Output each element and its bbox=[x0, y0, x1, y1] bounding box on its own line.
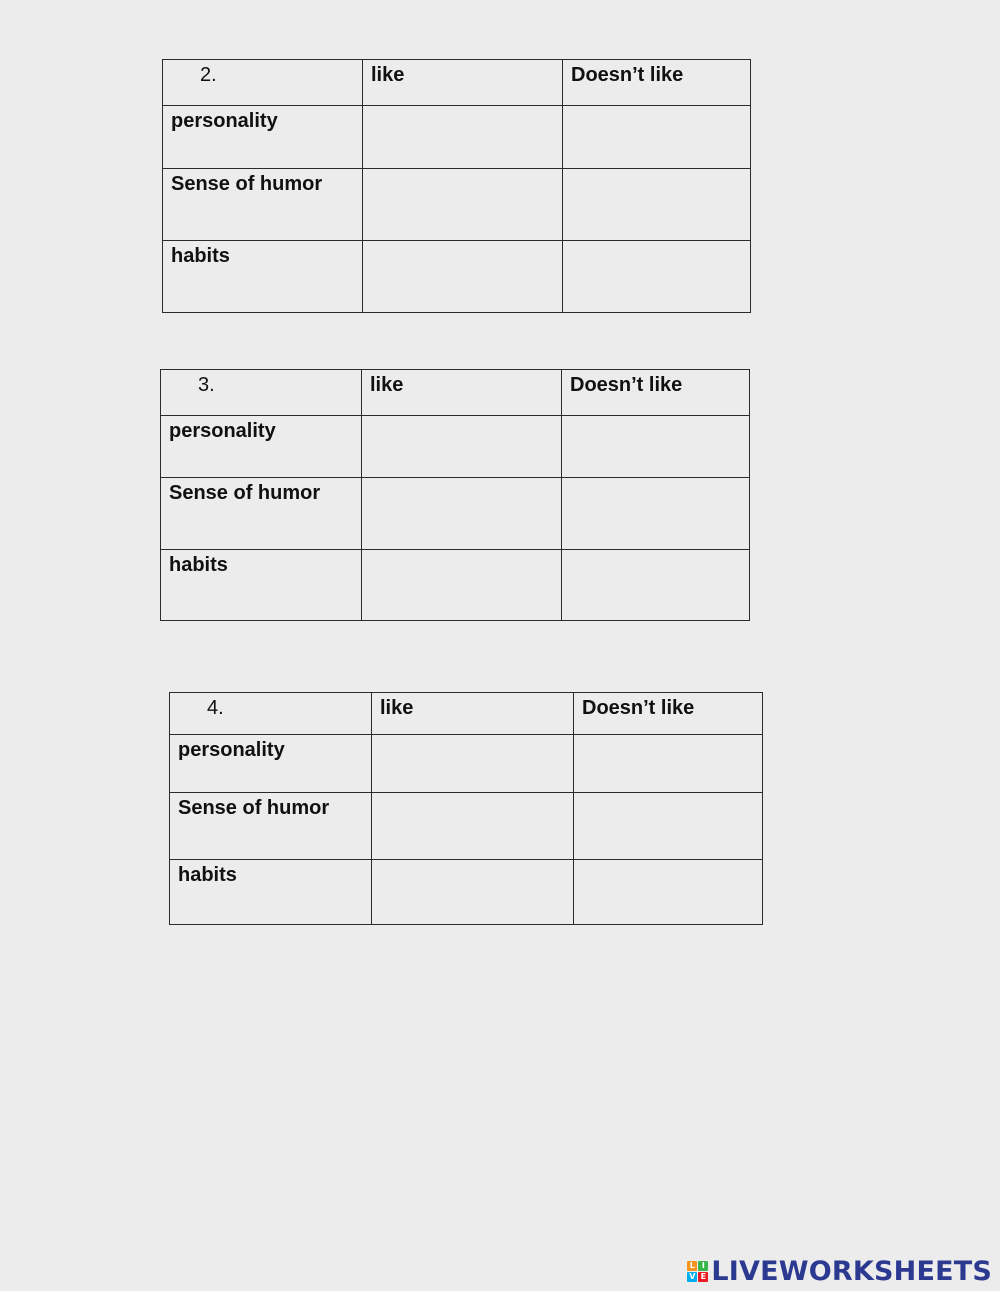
row-label-habits: habits bbox=[169, 554, 228, 576]
doesnt-like-answer-cell[interactable] bbox=[574, 735, 763, 793]
row-label-cell bbox=[161, 550, 362, 621]
row-label-personality: personality bbox=[171, 110, 278, 132]
doesnt-like-header-cell bbox=[562, 370, 750, 416]
logo-mark-letter: V bbox=[689, 1272, 696, 1281]
like-header-cell bbox=[372, 693, 574, 735]
table-row bbox=[163, 106, 751, 169]
table-number-cell bbox=[161, 370, 362, 416]
table-number: 2. bbox=[200, 64, 217, 86]
like-answer-cell[interactable] bbox=[372, 793, 574, 860]
row-label-sense-of-humor: Sense of humor bbox=[178, 797, 330, 819]
worksheet-table-2 bbox=[162, 59, 751, 313]
table-number: 3. bbox=[198, 374, 215, 396]
table-row bbox=[163, 169, 751, 241]
table-number-cell bbox=[163, 60, 363, 106]
doesnt-like-header: Doesn’t like bbox=[570, 374, 683, 396]
doesnt-like-answer-cell[interactable] bbox=[562, 416, 750, 478]
table-header-row bbox=[163, 60, 751, 106]
like-answer-cell[interactable] bbox=[372, 735, 574, 793]
row-label-cell bbox=[161, 478, 362, 550]
worksheet-table-3 bbox=[160, 369, 750, 621]
like-header: like bbox=[370, 374, 404, 396]
liveworksheets-logo[interactable] bbox=[687, 1258, 992, 1285]
like-header: like bbox=[371, 64, 405, 86]
row-label-habits: habits bbox=[178, 864, 237, 886]
logo-mark-icon bbox=[687, 1261, 708, 1282]
table-row bbox=[161, 416, 750, 478]
like-header: like bbox=[380, 697, 414, 719]
row-label-sense-of-humor: Sense of humor bbox=[169, 482, 321, 504]
doesnt-like-header-cell bbox=[574, 693, 763, 735]
doesnt-like-header-cell bbox=[563, 60, 751, 106]
logo-text: LIVEWORKSHEETS bbox=[711, 1256, 992, 1287]
logo-mark-letter: L bbox=[687, 1261, 697, 1271]
row-label-cell bbox=[163, 106, 363, 169]
table-row bbox=[170, 735, 763, 793]
row-label-cell bbox=[170, 793, 372, 860]
row-label-cell bbox=[161, 416, 362, 478]
worksheet-table-4 bbox=[169, 692, 763, 925]
like-answer-cell[interactable] bbox=[363, 169, 563, 241]
doesnt-like-answer-cell[interactable] bbox=[563, 106, 751, 169]
like-answer-cell[interactable] bbox=[363, 106, 563, 169]
like-header-cell bbox=[362, 370, 562, 416]
row-label-cell bbox=[170, 860, 372, 925]
row-label-cell bbox=[163, 169, 363, 241]
table-row bbox=[170, 793, 763, 860]
table-header-row bbox=[161, 370, 750, 416]
doesnt-like-answer-cell[interactable] bbox=[563, 241, 751, 313]
doesnt-like-answer-cell[interactable] bbox=[562, 478, 750, 550]
doesnt-like-header: Doesn’t like bbox=[571, 64, 684, 86]
doesnt-like-answer-cell[interactable] bbox=[574, 793, 763, 860]
row-label-personality: personality bbox=[178, 739, 285, 761]
doesnt-like-answer-cell[interactable] bbox=[562, 550, 750, 621]
table-row bbox=[163, 241, 751, 313]
like-answer-cell[interactable] bbox=[372, 860, 574, 925]
table-header-row bbox=[170, 693, 763, 735]
table-row bbox=[161, 550, 750, 621]
doesnt-like-answer-cell[interactable] bbox=[574, 860, 763, 925]
like-header-cell bbox=[363, 60, 563, 106]
row-label-sense-of-humor: Sense of humor bbox=[171, 173, 323, 195]
doesnt-like-answer-cell[interactable] bbox=[563, 169, 751, 241]
table-number: 4. bbox=[207, 697, 224, 719]
logo-mark-letter: I bbox=[698, 1261, 708, 1271]
logo-mark-letter: E bbox=[698, 1272, 708, 1282]
row-label-habits: habits bbox=[171, 245, 230, 267]
like-answer-cell[interactable] bbox=[363, 241, 563, 313]
row-label-cell bbox=[163, 241, 363, 313]
like-answer-cell[interactable] bbox=[362, 416, 562, 478]
like-answer-cell[interactable] bbox=[362, 550, 562, 621]
table-row bbox=[170, 860, 763, 925]
table-number-cell bbox=[170, 693, 372, 735]
table-row bbox=[161, 478, 750, 550]
row-label-cell bbox=[170, 735, 372, 793]
row-label-personality: personality bbox=[169, 420, 276, 442]
like-answer-cell[interactable] bbox=[362, 478, 562, 550]
doesnt-like-header: Doesn’t like bbox=[582, 697, 695, 719]
